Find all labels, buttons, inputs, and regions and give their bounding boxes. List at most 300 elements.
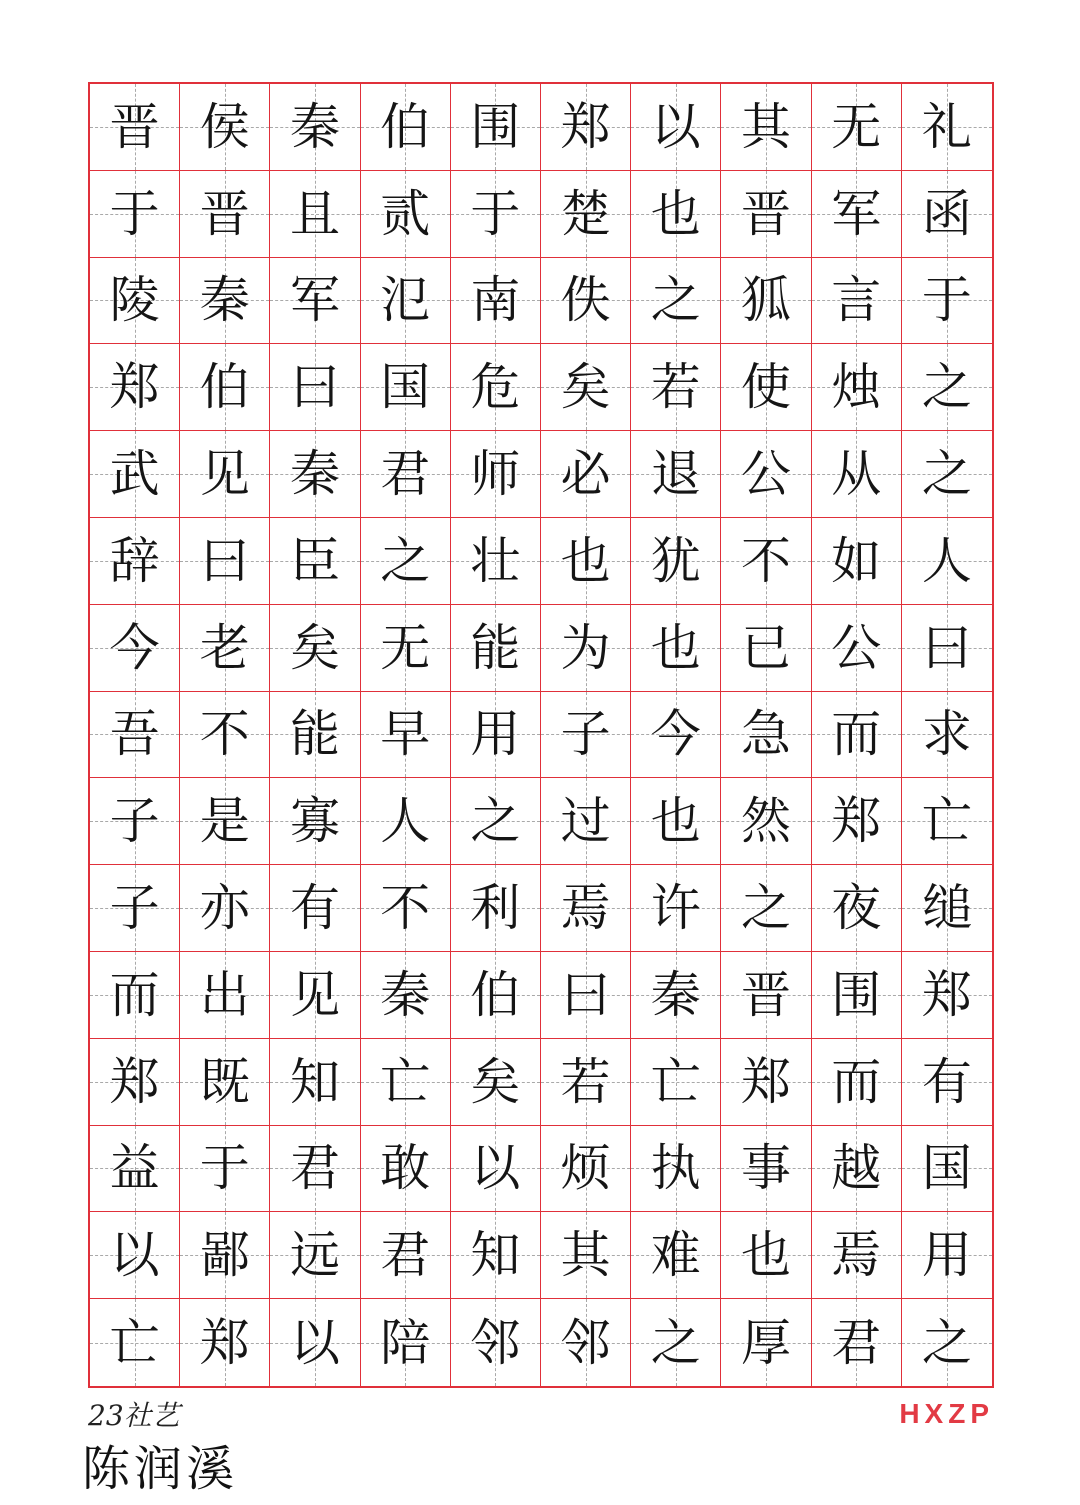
handwritten-character: 见 (199, 445, 250, 504)
grid-cell (270, 1126, 360, 1213)
grid-cell (541, 952, 631, 1039)
handwritten-character: 吾 (109, 705, 160, 764)
grid-cell (812, 518, 902, 605)
handwritten-character: 老 (199, 618, 250, 677)
handwritten-character: 君 (831, 1313, 882, 1372)
grid-cell (361, 778, 451, 865)
grid-cell (270, 778, 360, 865)
handwritten-character: 郑 (199, 1313, 250, 1372)
grid-cell (451, 344, 541, 431)
grid-cell (541, 344, 631, 431)
handwritten-character: 秦 (380, 965, 431, 1024)
handwritten-character: 事 (740, 1139, 791, 1198)
grid-cell (631, 865, 721, 952)
grid-cell (90, 692, 180, 779)
handwritten-character: 焉 (831, 1226, 882, 1285)
handwritten-character: 今 (650, 705, 701, 764)
grid-cell (180, 778, 270, 865)
grid-cell (90, 84, 180, 171)
handwritten-character: 且 (289, 184, 340, 243)
handwritten-character: 厚 (740, 1313, 791, 1372)
grid-cell (451, 692, 541, 779)
handwritten-character: 军 (289, 271, 340, 330)
handwritten-character: 伯 (380, 97, 431, 156)
handwritten-character: 伯 (470, 965, 521, 1024)
grid-cell (541, 1126, 631, 1213)
handwritten-character: 之 (380, 531, 431, 590)
handwritten-character: 其 (560, 1226, 611, 1285)
handwritten-character: 之 (921, 358, 972, 417)
handwritten-character: 能 (470, 618, 521, 677)
class-label: 23社艺 (88, 1399, 180, 1432)
handwritten-character: 围 (470, 97, 521, 156)
handwritten-character: 无 (380, 618, 431, 677)
grid-cell (812, 952, 902, 1039)
handwritten-character: 子 (109, 792, 160, 851)
handwritten-character: 之 (650, 271, 701, 330)
handwritten-character: 既 (199, 1052, 250, 1111)
grid-cell (812, 605, 902, 692)
handwritten-character: 国 (921, 1139, 972, 1198)
handwritten-character: 有 (289, 879, 340, 938)
brand-mark: HXZP (899, 1398, 994, 1429)
grid-cell (902, 952, 992, 1039)
grid-cell (361, 518, 451, 605)
handwritten-character: 不 (380, 879, 431, 938)
grid-cell (902, 1039, 992, 1126)
grid-cell (180, 952, 270, 1039)
grid-cell (812, 865, 902, 952)
grid-cell (902, 84, 992, 171)
handwritten-character: 能 (289, 705, 340, 764)
grid-cell (541, 692, 631, 779)
handwritten-character: 公 (831, 618, 882, 677)
handwritten-character: 之 (921, 1313, 972, 1372)
handwritten-character: 焉 (560, 879, 611, 938)
handwritten-character: 然 (740, 792, 791, 851)
grid-cell (90, 605, 180, 692)
handwritten-character: 于 (921, 271, 972, 330)
grid-cell (541, 518, 631, 605)
grid-cell (631, 171, 721, 258)
handwritten-character: 之 (650, 1313, 701, 1372)
grid-cell (541, 431, 631, 518)
handwritten-character: 过 (560, 792, 611, 851)
grid-cell (631, 692, 721, 779)
grid-cell (631, 258, 721, 345)
grid-cell (90, 1039, 180, 1126)
grid-cell (361, 1212, 451, 1299)
handwritten-character: 以 (470, 1139, 521, 1198)
handwritten-character: 也 (740, 1226, 791, 1285)
grid-cell (270, 171, 360, 258)
grid-cell (631, 778, 721, 865)
handwritten-character: 郑 (831, 792, 882, 851)
handwritten-character: 见 (289, 965, 340, 1024)
handwritten-character: 郑 (109, 358, 160, 417)
grid-cell (270, 518, 360, 605)
handwritten-character: 矣 (289, 618, 340, 677)
grid-cell (90, 171, 180, 258)
grid-cell (631, 1212, 721, 1299)
grid-cell (180, 431, 270, 518)
grid-cell (361, 692, 451, 779)
handwritten-character: 是 (199, 792, 250, 851)
handwritten-character: 邻 (560, 1313, 611, 1372)
grid-cell (451, 84, 541, 171)
grid-cell (270, 84, 360, 171)
handwritten-character: 许 (650, 879, 701, 938)
grid-cell (361, 431, 451, 518)
handwritten-character: 早 (380, 705, 431, 764)
grid-cell (180, 258, 270, 345)
handwritten-character: 用 (470, 705, 521, 764)
handwritten-character: 晋 (109, 97, 160, 156)
handwritten-character: 郑 (109, 1052, 160, 1111)
grid-cell (90, 778, 180, 865)
grid-cell (541, 1039, 631, 1126)
handwritten-character: 佚 (560, 271, 611, 330)
grid-cell (631, 1299, 721, 1386)
handwritten-character: 礼 (921, 97, 972, 156)
grid-cell (721, 865, 811, 952)
handwritten-character: 有 (921, 1052, 972, 1111)
handwritten-character: 为 (560, 618, 611, 677)
handwritten-character: 益 (109, 1139, 160, 1198)
handwritten-character: 臣 (289, 531, 340, 590)
handwritten-character: 今 (109, 618, 160, 677)
grid-cell (902, 605, 992, 692)
handwritten-character: 壮 (470, 531, 521, 590)
handwritten-character: 如 (831, 531, 882, 590)
grid-cell (361, 344, 451, 431)
grid-cell (541, 865, 631, 952)
grid-cell (812, 171, 902, 258)
grid-cell (631, 84, 721, 171)
grid-cell (541, 1299, 631, 1386)
handwritten-character: 晋 (199, 184, 250, 243)
grid-cell (721, 1126, 811, 1213)
grid-cell (180, 518, 270, 605)
grid-cell (721, 431, 811, 518)
grid-cell (90, 1212, 180, 1299)
handwritten-character: 亡 (921, 792, 972, 851)
handwritten-character: 邻 (470, 1313, 521, 1372)
grid-cell (180, 1126, 270, 1213)
grid-cell (180, 1039, 270, 1126)
handwritten-character: 言 (831, 271, 882, 330)
grid-cell (451, 1212, 541, 1299)
handwritten-character: 秦 (289, 97, 340, 156)
grid-cell (812, 1126, 902, 1213)
handwritten-character: 之 (740, 879, 791, 938)
handwritten-character: 贰 (380, 184, 431, 243)
grid-cell (902, 692, 992, 779)
handwritten-character: 也 (650, 618, 701, 677)
grid-cell (721, 1212, 811, 1299)
handwritten-character: 人 (380, 792, 431, 851)
grid-cell (812, 431, 902, 518)
handwritten-character: 国 (380, 358, 431, 417)
grid-cell (361, 1299, 451, 1386)
grid-cell (631, 952, 721, 1039)
handwritten-character: 退 (650, 445, 701, 504)
handwritten-character: 敢 (380, 1139, 431, 1198)
grid-cell (902, 258, 992, 345)
handwritten-character: 陪 (380, 1313, 431, 1372)
handwritten-character: 矣 (560, 358, 611, 417)
grid-cell (812, 1299, 902, 1386)
grid-cell (90, 952, 180, 1039)
handwritten-character: 子 (109, 879, 160, 938)
grid-cell (90, 518, 180, 605)
grid-cell (541, 1212, 631, 1299)
handwritten-character: 曰 (921, 618, 972, 677)
handwritten-character: 若 (560, 1052, 611, 1111)
grid-cell (721, 258, 811, 345)
grid-cell (902, 1126, 992, 1213)
grid-cell (721, 344, 811, 431)
handwritten-character: 氾 (380, 271, 431, 330)
character-grid (90, 84, 992, 1386)
handwritten-character: 也 (560, 531, 611, 590)
grid-cell (721, 518, 811, 605)
grid-cell (631, 1126, 721, 1213)
grid-cell (902, 1299, 992, 1386)
grid-cell (451, 431, 541, 518)
handwritten-character: 陵 (109, 271, 160, 330)
grid-cell (902, 778, 992, 865)
handwritten-character: 秦 (199, 271, 250, 330)
grid-cell (180, 605, 270, 692)
handwritten-character: 辞 (109, 531, 160, 590)
grid-cell (451, 778, 541, 865)
handwritten-character: 无 (831, 97, 882, 156)
grid-cell (721, 171, 811, 258)
handwritten-character: 郑 (921, 965, 972, 1024)
handwritten-character: 求 (921, 705, 972, 764)
handwritten-character: 以 (109, 1226, 160, 1285)
handwritten-character: 也 (650, 184, 701, 243)
handwritten-character: 矣 (470, 1052, 521, 1111)
grid-cell (180, 1212, 270, 1299)
grid-cell (541, 605, 631, 692)
grid-cell (270, 952, 360, 1039)
grid-cell (451, 952, 541, 1039)
handwritten-character: 烛 (831, 358, 882, 417)
grid-cell (812, 692, 902, 779)
handwritten-character: 之 (921, 445, 972, 504)
handwritten-character: 子 (560, 705, 611, 764)
grid-cell (361, 1039, 451, 1126)
handwritten-character: 师 (470, 445, 521, 504)
handwritten-character: 之 (470, 792, 521, 851)
grid-cell (361, 605, 451, 692)
handwritten-character: 郑 (740, 1052, 791, 1111)
handwritten-character: 晋 (740, 965, 791, 1024)
grid-cell (270, 1039, 360, 1126)
handwritten-character: 其 (740, 97, 791, 156)
handwritten-character: 知 (470, 1226, 521, 1285)
grid-cell (902, 171, 992, 258)
handwritten-character: 亡 (380, 1052, 431, 1111)
handwritten-character: 君 (380, 1226, 431, 1285)
practice-sheet (88, 82, 994, 1388)
grid-cell (812, 258, 902, 345)
grid-cell (631, 605, 721, 692)
handwritten-character: 于 (199, 1139, 250, 1198)
grid-cell (721, 1299, 811, 1386)
handwritten-character: 秦 (650, 965, 701, 1024)
handwritten-character: 曰 (199, 531, 250, 590)
handwritten-character: 难 (650, 1226, 701, 1285)
grid-cell (451, 1299, 541, 1386)
grid-cell (361, 865, 451, 952)
handwritten-character: 越 (831, 1139, 882, 1198)
grid-cell (721, 605, 811, 692)
grid-cell (451, 1126, 541, 1213)
grid-cell (812, 84, 902, 171)
grid-cell (541, 258, 631, 345)
handwritten-character: 使 (740, 358, 791, 417)
grid-cell (270, 1212, 360, 1299)
handwritten-character: 君 (289, 1139, 340, 1198)
grid-cell (721, 1039, 811, 1126)
grid-cell (361, 1126, 451, 1213)
handwritten-character: 而 (831, 705, 882, 764)
grid-cell (361, 84, 451, 171)
handwritten-character: 围 (831, 965, 882, 1024)
handwritten-character: 晋 (740, 184, 791, 243)
grid-cell (270, 431, 360, 518)
grid-cell (541, 171, 631, 258)
grid-cell (270, 258, 360, 345)
grid-cell (631, 518, 721, 605)
grid-cell (721, 84, 811, 171)
handwritten-character: 不 (199, 705, 250, 764)
handwritten-character: 若 (650, 358, 701, 417)
grid-cell (90, 1299, 180, 1386)
handwritten-character: 烦 (560, 1139, 611, 1198)
grid-cell (270, 344, 360, 431)
handwritten-character: 曰 (560, 965, 611, 1024)
handwritten-character: 执 (650, 1139, 701, 1198)
handwritten-character: 以 (650, 97, 701, 156)
handwritten-character: 武 (109, 445, 160, 504)
handwritten-character: 军 (831, 184, 882, 243)
grid-cell (902, 1212, 992, 1299)
handwritten-character: 知 (289, 1052, 340, 1111)
handwritten-character: 公 (740, 445, 791, 504)
handwritten-character: 狐 (740, 271, 791, 330)
grid-cell (90, 1126, 180, 1213)
handwritten-character: 于 (470, 184, 521, 243)
grid-cell (90, 258, 180, 345)
handwritten-character: 寡 (289, 792, 340, 851)
grid-cell (902, 865, 992, 952)
grid-cell (90, 865, 180, 952)
grid-cell (180, 865, 270, 952)
handwritten-character: 不 (740, 531, 791, 590)
grid-cell (361, 171, 451, 258)
handwritten-character: 函 (921, 184, 972, 243)
grid-cell (180, 84, 270, 171)
handwritten-character: 南 (470, 271, 521, 330)
handwritten-character: 危 (470, 358, 521, 417)
grid-cell (812, 344, 902, 431)
grid-cell (631, 431, 721, 518)
handwritten-character: 鄙 (199, 1226, 250, 1285)
handwritten-character: 必 (560, 445, 611, 504)
grid-cell (451, 1039, 541, 1126)
handwritten-character: 人 (921, 531, 972, 590)
handwritten-character: 而 (109, 965, 160, 1024)
grid-cell (902, 344, 992, 431)
grid-cell (90, 344, 180, 431)
handwritten-character: 君 (380, 445, 431, 504)
grid-cell (180, 344, 270, 431)
handwritten-character: 犹 (650, 531, 701, 590)
handwritten-character: 亡 (650, 1052, 701, 1111)
grid-cell (721, 952, 811, 1039)
handwritten-character: 急 (740, 705, 791, 764)
handwritten-character: 已 (740, 618, 791, 677)
grid-cell (180, 692, 270, 779)
grid-cell (270, 1299, 360, 1386)
handwritten-character: 亡 (109, 1313, 160, 1372)
grid-cell (541, 778, 631, 865)
grid-cell (180, 1299, 270, 1386)
handwritten-character: 用 (921, 1226, 972, 1285)
handwritten-character: 而 (831, 1052, 882, 1111)
grid-cell (90, 431, 180, 518)
grid-cell (812, 1039, 902, 1126)
handwritten-character: 伯 (199, 358, 250, 417)
grid-cell (270, 865, 360, 952)
handwritten-character: 侯 (199, 97, 250, 156)
handwritten-character: 秦 (289, 445, 340, 504)
grid-cell (361, 952, 451, 1039)
grid-cell (721, 692, 811, 779)
grid-cell (812, 1212, 902, 1299)
grid-cell (721, 778, 811, 865)
handwritten-character: 从 (831, 445, 882, 504)
grid-cell (451, 605, 541, 692)
grid-cell (451, 171, 541, 258)
handwritten-character: 于 (109, 184, 160, 243)
handwritten-character: 利 (470, 879, 521, 938)
handwritten-character: 郑 (560, 97, 611, 156)
grid-cell (902, 518, 992, 605)
grid-cell (631, 1039, 721, 1126)
handwritten-character: 出 (199, 965, 250, 1024)
grid-cell (180, 171, 270, 258)
grid-cell (451, 865, 541, 952)
handwritten-character: 夜 (831, 879, 882, 938)
grid-cell (902, 431, 992, 518)
handwritten-character: 远 (289, 1226, 340, 1285)
grid-cell (270, 692, 360, 779)
grid-cell (631, 344, 721, 431)
author-name: 陈润溪 (82, 1441, 239, 1497)
grid-cell (812, 778, 902, 865)
handwritten-character: 也 (650, 792, 701, 851)
handwritten-character: 以 (289, 1313, 340, 1372)
handwritten-character: 楚 (560, 184, 611, 243)
grid-cell (270, 605, 360, 692)
handwritten-character: 缒 (921, 879, 972, 938)
grid-cell (541, 84, 631, 171)
